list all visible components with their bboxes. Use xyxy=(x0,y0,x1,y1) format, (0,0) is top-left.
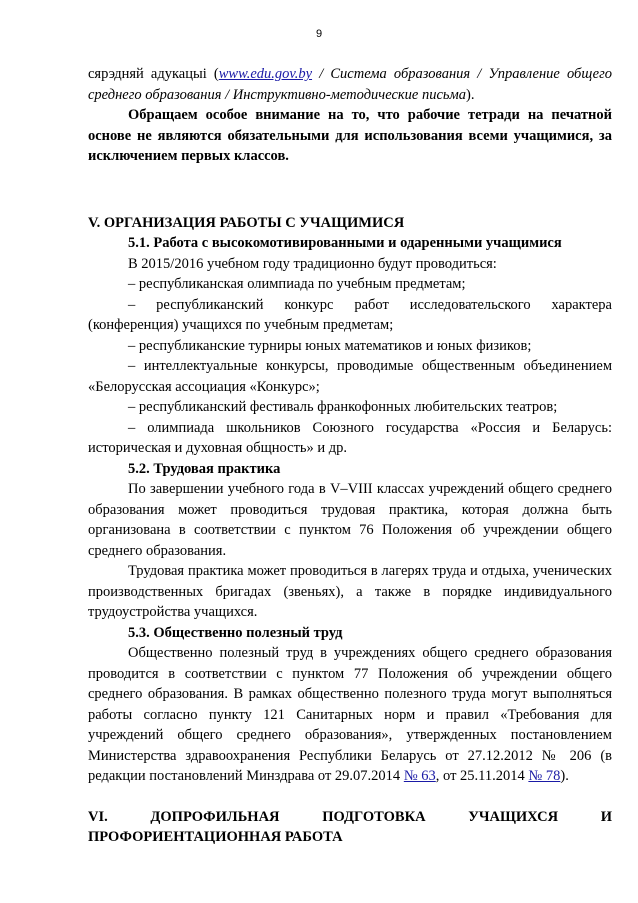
text: ). xyxy=(466,86,475,103)
text: сярэдняй адукацыі ( xyxy=(88,66,219,82)
text: , от 25.11.2014 xyxy=(435,768,529,784)
list-item: – республиканская олимпиада по учебным предметам; xyxy=(128,276,466,292)
paragraph-workbooks-note: Обращаем особое внимание на то, что рабочие тетради на печатной основе не являются обязательными для использования всеми учащимися, за исключением первых классов. xyxy=(88,107,612,164)
list-item: – интеллектуальные конкурсы, проводимые общественным объединением «Белорусская ассоциация «Конкурс»; xyxy=(88,358,612,395)
list-item: – олимпиада школьников Союзного государства «Россия и Беларусь: историческая и духовная общность» и др. xyxy=(88,419,612,456)
subsection-5-1-intro: В 2015/2016 учебном году традиционно будут проводиться: xyxy=(128,255,497,272)
text: ). xyxy=(560,768,569,784)
list-item: – республиканский фестиваль франкофонных любительских театров; xyxy=(128,399,558,415)
list-item: – республиканские турниры юных математиков и юных физиков; xyxy=(128,337,532,354)
resolution-78-link[interactable]: № 78 xyxy=(528,768,561,784)
subsection-5-2-paragraph: Трудовая практика может проводиться в лагерях труда и отдыха, ученических производственных бригадах (звеньях), а также в порядке индивидуального трудоустройства учащихся. xyxy=(88,563,612,620)
subsection-5-2-paragraph: По завершении учебного года в V–VIII классах учреждений общего среднего образования может проводиться трудовая практика, которая должна быть организована в соответствии с пунктом 76 Положения об учреждении общего среднего образования. xyxy=(88,481,612,559)
text: Общественно полезный труд в учреждениях общего среднего образования проводится в соответствии с пунктом 77 Положения об учреждении общего среднего образования. В рамках общественно полезного труда могут выполняться работы согласно пункту 121 Санитарных норм и правил «Требования для учреждений общего среднего образования», утвержденных постановлением Министерства здравоохранения Республики Беларусь от 27.12.2012 № 206 (в редакции постановлений Минздрава от 29.07.2014 xyxy=(88,645,612,784)
page-content xyxy=(88,64,612,848)
page-number: 9 xyxy=(315,28,323,40)
subsection-5-3-heading: 5.3. Общественно полезный труд xyxy=(128,624,343,641)
list-item: – республиканский конкурс работ исследовательского характера (конференция) учащихся по учебным предметам; xyxy=(88,296,612,333)
resolution-63-link[interactable]: № 63 xyxy=(403,768,436,784)
paragraph-website-ref xyxy=(88,64,612,105)
subsection-5-1-heading: 5.1. Работа с высокомотивированными и одаренными учащимися xyxy=(128,235,562,251)
section-5-heading: V. ОРГАНИЗАЦИЯ РАБОТЫ С УЧАЩИМИСЯ xyxy=(88,214,405,231)
text-italic: / Система образования / Управление общего среднего образования / Инструктивно-методические письма xyxy=(88,66,612,103)
subsection-5-2-heading: 5.2. Трудовая практика xyxy=(128,460,281,477)
subsection-5-3-paragraph xyxy=(88,643,612,787)
edu-website-link[interactable]: www.edu.gov.by xyxy=(218,66,313,82)
section-6-heading: VI. ДОПРОФИЛЬНАЯ ПОДГОТОВКА УЧАЩИХСЯ И ПРОФОРИЕНТАЦИОННАЯ РАБОТА xyxy=(88,808,612,845)
